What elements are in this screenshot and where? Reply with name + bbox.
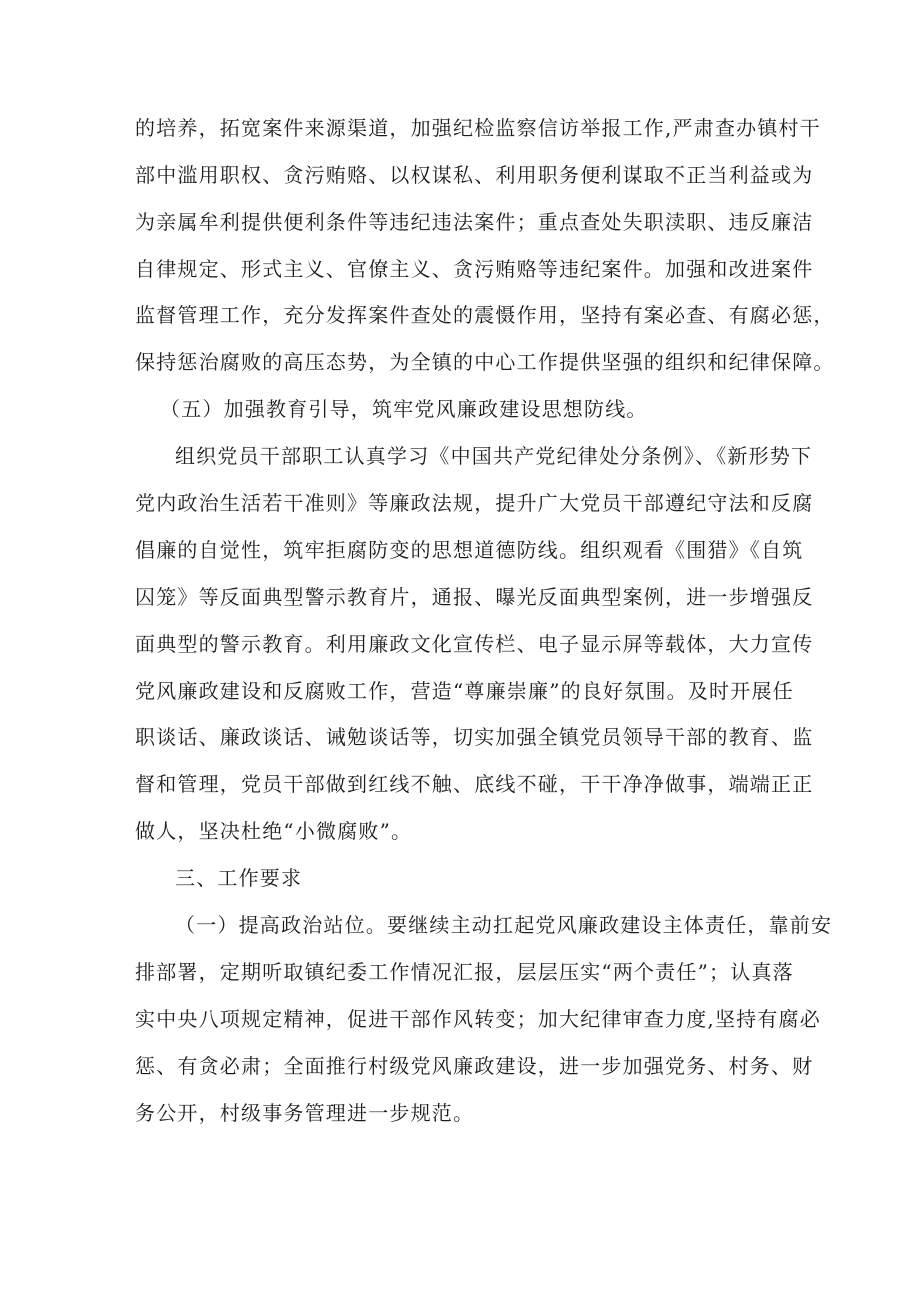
text-line: 做人，坚决杜绝“小微腐败”。 — [135, 819, 413, 843]
text-line: 务公开，村级事务管理进一步规范。 — [135, 1101, 475, 1125]
text-line: 监督管理工作，充分发挥案件查处的震慑作用，坚持有案必查、有腐必惩， — [135, 303, 835, 327]
section-heading: 三、工作要求 — [175, 866, 303, 890]
text-line: 保持惩治腐败的高压态势，为全镇的中心工作提供坚强的组织和纪律保障。 — [135, 350, 835, 374]
text-line: 的培养，拓宽案件来源渠道，加强纪检监察信访举报工作,严肃查办镇村干 — [135, 116, 821, 140]
text-line: 排部署，定期听取镇纪委工作情况汇报，层层压实“两个责任”；认真落 — [135, 960, 794, 984]
text-line: 部中滥用职权、贪污贿赂、以权谋私、利用职务便利谋取不正当利益或为 — [135, 163, 814, 187]
text-line: 囚笼》等反面典型警示教育片，通报、曝光反面典型案例，进一步增强反 — [135, 585, 814, 609]
text-line: 实中央八项规定精神，促进干部作风转变；加大纪律审查力度,坚持有腐必 — [135, 1007, 821, 1031]
text-line: （一）提高政治站位。要继续主动扛起党风廉政建设主体责任，靠前安 — [175, 913, 833, 937]
text-line: 党内政治生活若干准则》等廉政法规，提升广大党员干部遵纪守法和反腐 — [135, 491, 814, 515]
text-line: 职谈话、廉政谈话、诫勉谈话等，切实加强全镇党员领导干部的教育、监 — [135, 725, 814, 749]
section-heading: （五）加强教育引导，筑牢党风廉政建设思想防线。 — [160, 397, 648, 421]
text-line: 面典型的警示教育。利用廉政文化宣传栏、电子显示屏等载体，大力宣传 — [135, 632, 814, 656]
text-line: 惩、有贪必肃；全面推行村级党风廉政建设，进一步加强党务、村务、财 — [135, 1054, 814, 1078]
text-line: 督和管理，党员干部做到红线不触、底线不碰，干干净净做事，端端正正 — [135, 772, 814, 796]
text-line: 党风廉政建设和反腐败工作，营造“尊廉崇廉”的良好氛围。及时开展任 — [135, 679, 794, 703]
text-line: 倡廉的自觉性，筑牢拒腐防变的思想道德防线。组织观看《围猎》《自筑 — [135, 538, 804, 562]
text-line: 为亲属牟利提供便利条件等违纪违法案件；重点查处失职渎职、违反廉洁 — [135, 210, 814, 234]
text-line: 组织党员干部职工认真学习《中国共产党纪律处分条例》、《新形势下 — [175, 444, 813, 468]
text-line: 自律规定、形式主义、官僚主义、贪污贿赂等违纪案件。加强和改进案件 — [135, 257, 814, 281]
